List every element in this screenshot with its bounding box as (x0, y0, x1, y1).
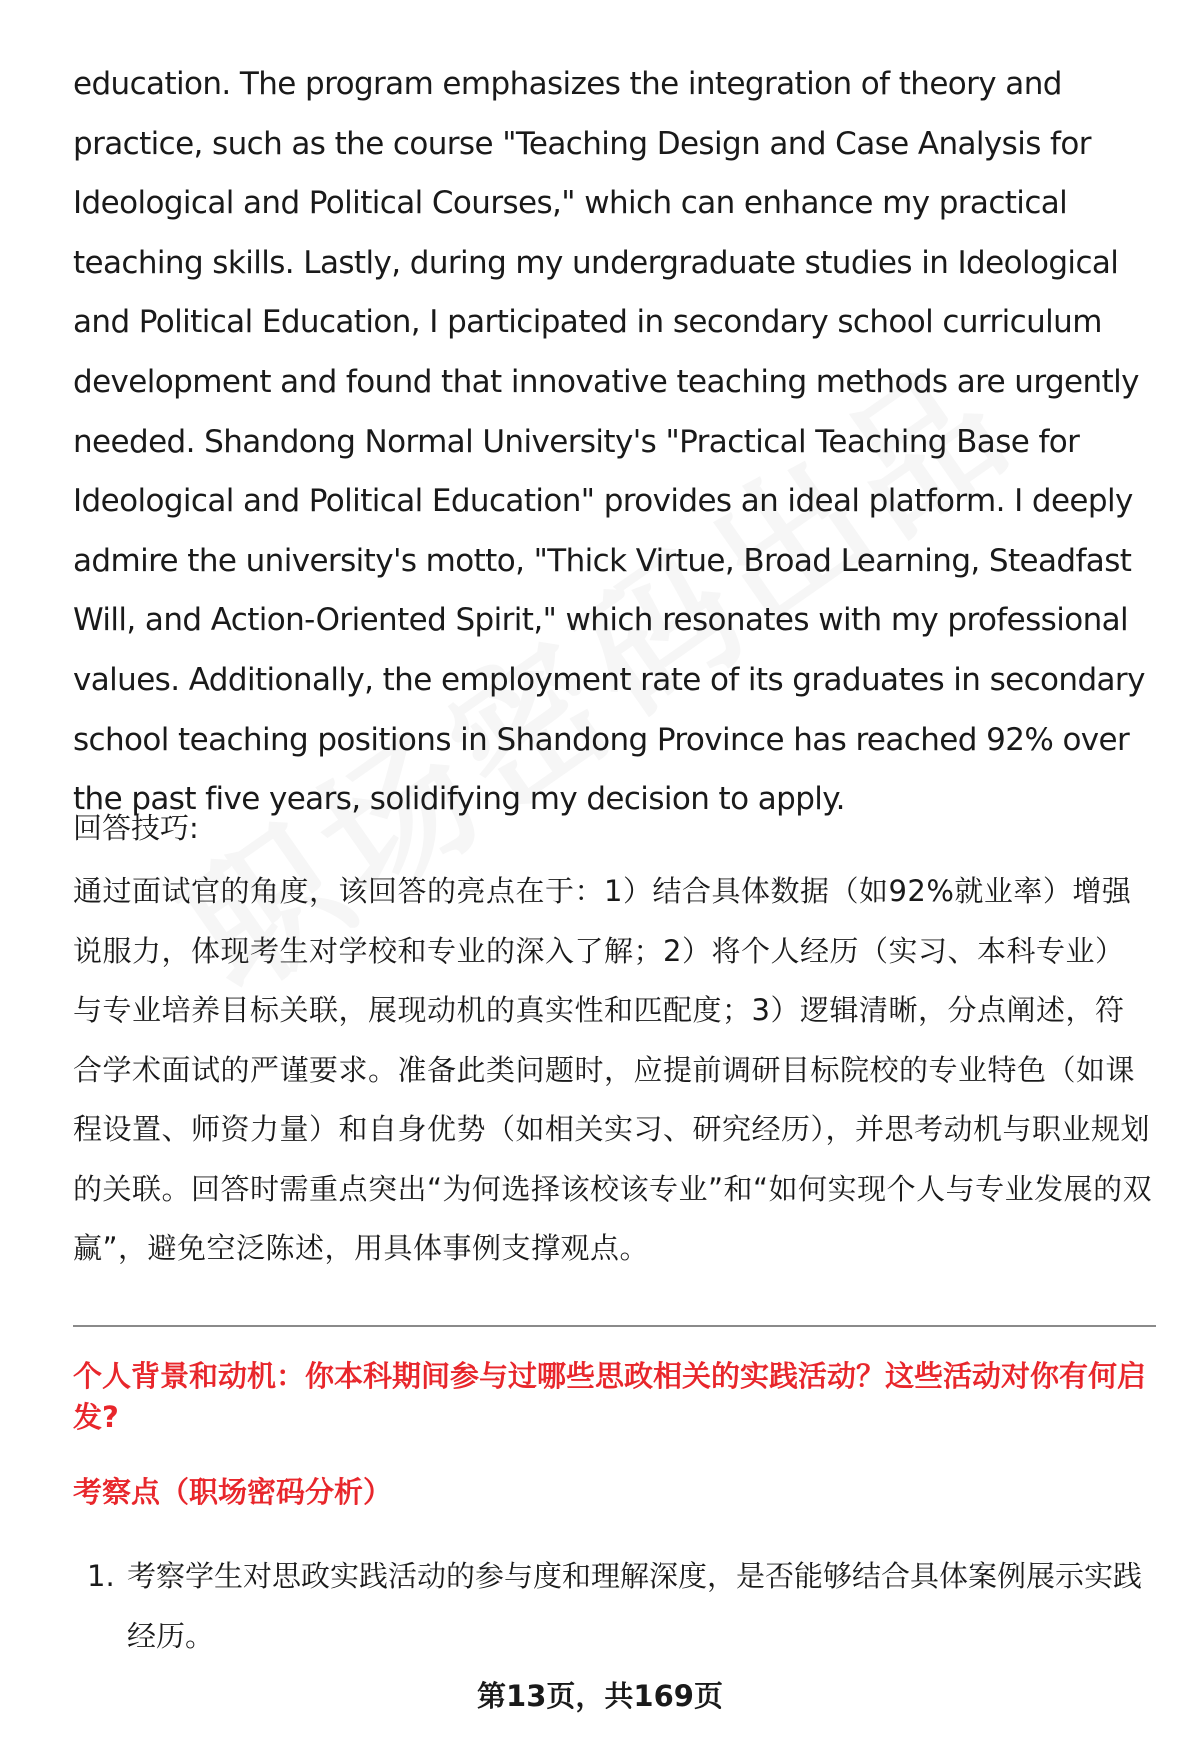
question-heading: 个人背景和动机：你本科期间参与过哪些思政相关的实践活动？这些活动对你有何启发? (73, 1359, 1147, 1434)
english-answer-paragraph: education. The program emphasizes the integration of theory and practice, such as the course "Teaching Design and Case Analysis for Ideological and Political Courses," which can enhance my practical teaching skills. Lastly, during my undergraduate studies in Ideological and Political Education, I participated in secondary school curriculum development and found that innovative teaching methods are urgently needed. Shandong Normal University's "Practical Teaching Base for Ideological and Political Education" provides an ideal platform. I deeply admire the university's motto, "Thick Virtue, Broad Learning, Steadfast Will, and Action-Oriented Spirit," which resonates with my professional values. Additionally, the employment rate of its graduates in secondary school teaching positions in Shandong Province has reached 92% over the past five years, solidifying my decision to apply. (73, 66, 1145, 818)
list-item (73, 1546, 1158, 1666)
assessment-points-list (73, 1546, 1158, 1666)
tips-label: 回答技巧: (73, 811, 199, 845)
assessment-points-heading: 考察点（职场密码分析） (73, 1475, 393, 1509)
tips-body: 通过面试官的角度，该回答的亮点在于：1）结合具体数据（如92%就业率）增强说服力，体现考生对学校和专业的深入了解；2）将个人经历（实习、本科专业）与专业培养目标关联，展现动机的真实性和匹配度；3）逻辑清晰，分点阐述，符合学术面试的严谨要求。准备此类问题时，应提前调研目标院校的专业特色（如课程设置、师资力量）和自身优势（如相关实习、研究经历），并思考动机与职业规划的关联。回答时需重点突出“为何选择该校该专业”和“如何实现个人与专业发展的双赢”，避免空泛陈述，用具体事例支撑观点。 (73, 874, 1153, 1265)
page-number-footer: 第13页，共169页 (477, 1679, 723, 1713)
list-item-text: 考察学生对思政实践活动的参与度和理解深度，是否能够结合具体案例展示实践经历。 (127, 1559, 1143, 1653)
section-divider (73, 1325, 1156, 1327)
list-item-number: 1. (87, 1559, 115, 1593)
